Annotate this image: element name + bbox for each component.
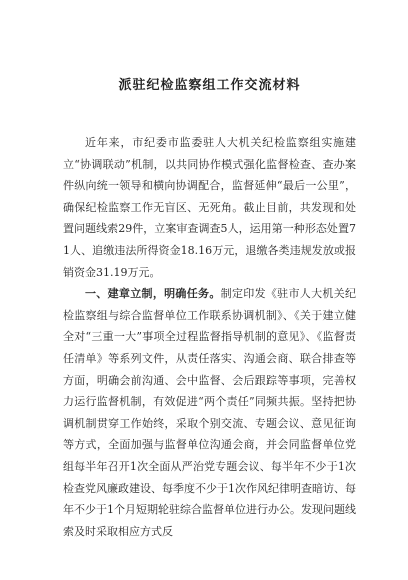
document-title: 派驻纪检监察组工作交流材料 [118, 78, 301, 93]
section-body: 制定印发《驻市人大机关纪检监察组与综合监督单位工作联系协调机制》、《关于建立健全对“三重一大”事项全过程监督指导机制的意见》、《监督责任清单》等系列文件，从责任落实、沟通会商、联合排查等方面，明确会前沟通、会中监督、会后跟踪等事项，完善权力运行监督机制，有效促进“两个责任”同频共振。坚持把协调机制贯穿工作始终，采取个别交流、专题会议、意见征询等方式，全面加强与监督单位沟通会商，并会同监督单位党组每半年召开1次全面从严治党专题会议、每半年不少于1次检查党风廉政建设、每季度不少于1次作风纪律明查暗访、每年不少于1个月短期轮驻综合监督单位进行办公。发现问题线索及时采取相应方式反 [63, 287, 357, 538]
paragraph-intro: 近年来，市纪委市监委驻人大机关纪检监察组实施建立“协调联动”机制，以共同协作模式强化监督检查、查办案件纵向统一领导和横向协调配合，监督延伸“最后一公里”，确保纪检监察工作无盲区、无死角。截止目前，共发现和处置问题线索29件，立案审查调查5人，运用第一种形态处置71人、追缴违法所得资金18.16万元，退缴各类违规发放或报销资金31.19万元。 [63, 136, 356, 279]
section-heading: 一、建章立制，明确任务。 [85, 287, 221, 301]
paragraph-section-1 [63, 283, 356, 542]
